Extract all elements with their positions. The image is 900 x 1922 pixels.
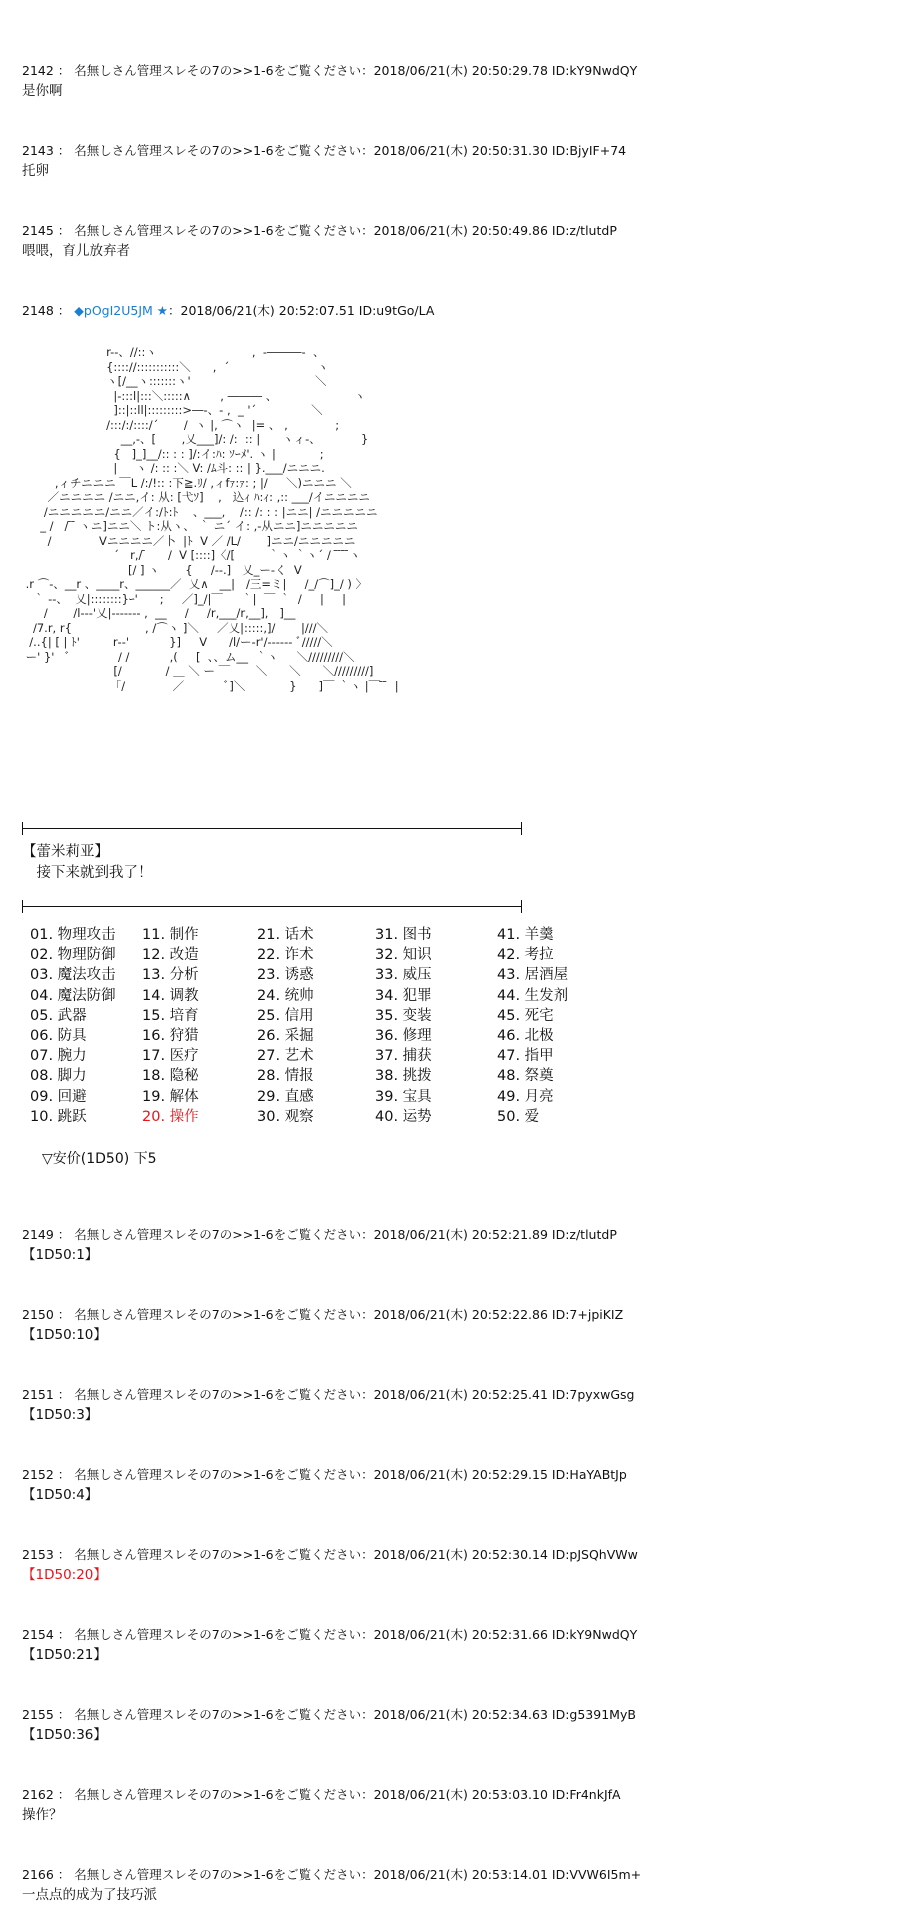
menu-item: 11. 制作: [142, 927, 199, 943]
menu-item: 08. 脚力: [30, 1068, 87, 1085]
menu-item: 16. 狩猎: [142, 1028, 199, 1045]
post-number: 2152: [22, 1467, 54, 1482]
post-number: 2148: [22, 303, 54, 318]
menu-item: 32. 知识: [375, 947, 432, 964]
post-body: 操作？: [22, 1807, 63, 1823]
post-body: 【1D50:3】: [22, 1407, 99, 1423]
post-id: ID:pJSQhVWw: [551, 1547, 638, 1562]
menu-item: 39. 宝具: [375, 1088, 432, 1105]
menu-item: 36. 修理: [375, 1028, 432, 1045]
post-date: 2018/06/21(木) 20:53:14.01: [373, 1867, 548, 1882]
post-body: 喂喂，育儿放弃者: [22, 243, 130, 259]
menu-item: 27. 艺术: [257, 1048, 314, 1065]
post-body: 一点点的成为了技巧派: [22, 1887, 157, 1903]
menu-item: 42. 考拉: [497, 947, 554, 964]
post-name: 名無しさん管理スレその7の>>1-6をご覧ください: [74, 1387, 362, 1402]
post-number: 2153: [22, 1547, 54, 1562]
menu-item: 02. 物理防御: [30, 947, 116, 964]
menu-item: 26. 采掘: [257, 1028, 314, 1045]
menu-item: 50. 爱: [497, 1108, 540, 1125]
menu-item: 17. 医疗: [142, 1048, 199, 1065]
post-2153: 2153 ： 名無しさん管理スレその7の>>1-6をご覧ください：2018/06/21(木) 20:52:30.14 ID:pJSQhVWw 【1D50:20】: [22, 1547, 882, 1584]
post-name: 名無しさん管理スレその7の>>1-6をご覧ください: [74, 1787, 362, 1802]
post-id: ID:HaYABtJp: [551, 1467, 627, 1482]
post-2154: 2154 ： 名無しさん管理スレその7の>>1-6をご覧ください：2018/06/21(木) 20:52:31.66 ID:kY9NwdQY 【1D50:21】: [22, 1627, 882, 1664]
post-2155: 2155 ： 名無しさん管理スレその7の>>1-6をご覧ください：2018/06/21(木) 20:52:34.63 ID:g5391MyB 【1D50:36】: [22, 1707, 882, 1744]
post-date: 2018/06/21(木) 20:50:49.86: [373, 223, 548, 238]
menu-item: 49. 月亮: [497, 1088, 554, 1105]
menu-item: 29. 直感: [257, 1088, 314, 1105]
post-id: ID:u9tGo/LA: [358, 303, 435, 318]
post-body: 托卵: [22, 163, 49, 179]
menu-item: 07. 腕力: [30, 1048, 87, 1065]
post-name: 名無しさん管理スレその7の>>1-6をご覧ください: [74, 1547, 362, 1562]
menu-item: 47. 指甲: [497, 1048, 554, 1065]
menu-item: 37. 捕获: [375, 1048, 432, 1065]
post-date: 2018/06/21(木) 20:52:29.15: [373, 1467, 548, 1482]
post-number: 2155: [22, 1707, 54, 1722]
post-id: ID:z/tlutdP: [551, 223, 617, 238]
post-body: 【1D50:21】: [22, 1647, 107, 1663]
post-number: 2154: [22, 1627, 54, 1642]
menu-item: 41. 羊羹: [497, 927, 554, 943]
post-date: 2018/06/21(木) 20:52:22.86: [373, 1307, 548, 1322]
menu-item: 01. 物理攻击: [30, 927, 116, 943]
menu-item: 28. 情报: [257, 1068, 314, 1085]
post-2145: 2145 ： 名無しさん管理スレその7の>>1-6をご覧ください：2018/06/21(木) 20:50:49.86 ID:z/tlutdP 喂喂，育儿放弃者: [22, 223, 882, 260]
post-id: ID:VVW6I5m+: [551, 1867, 642, 1882]
post-id: ID:7pyxwGsg: [551, 1387, 635, 1402]
menu-item: 15. 培育: [142, 1007, 199, 1024]
post-id: ID:Fr4nkJfA: [551, 1787, 621, 1802]
post-name: 名無しさん管理スレその7の>>1-6をご覧ください: [74, 63, 362, 78]
menu-item: 12. 改造: [142, 947, 199, 964]
post-name: 名無しさん管理スレその7の>>1-6をご覧ください: [74, 1627, 362, 1642]
post-body: 【1D50:1】: [22, 1247, 99, 1263]
menu-item: 23. 诱惑: [257, 967, 314, 984]
menu-item: 31. 图书: [375, 927, 432, 943]
menu-item: 35. 变装: [375, 1007, 432, 1024]
post-number: 2150: [22, 1307, 54, 1322]
post-2149: 2149 ： 名無しさん管理スレその7の>>1-6をご覧ください：2018/06/21(木) 20:52:21.89 ID:z/tlutdP 【1D50:1】: [22, 1227, 882, 1264]
post-number: 2162: [22, 1787, 54, 1802]
post-name: 名無しさん管理スレその7の>>1-6をご覧ください: [74, 223, 362, 238]
post-date: 2018/06/21(木) 20:50:31.30: [373, 143, 548, 158]
menu-item: 04. 魔法防御: [30, 987, 116, 1004]
menu-item: 48. 祭奠: [497, 1068, 554, 1085]
post-date: 2018/06/21(木) 20:52:30.14: [373, 1547, 548, 1562]
menu-item: 22. 诈术: [257, 947, 314, 964]
post-id: ID:kY9NwdQY: [551, 1627, 638, 1642]
post-name: 名無しさん管理スレその7の>>1-6をご覧ください: [74, 1227, 362, 1242]
post-2152: 2152 ： 名無しさん管理スレその7の>>1-6をご覧ください：2018/06/21(木) 20:52:29.15 ID:HaYABtJp 【1D50:4】: [22, 1467, 882, 1504]
post-number: 2166: [22, 1867, 54, 1882]
menu-item-selected: 20. 操作: [142, 1108, 199, 1125]
post-body: 【1D50:36】: [22, 1727, 107, 1743]
divider-bottom: [22, 906, 522, 907]
post-id: ID:g5391MyB: [551, 1707, 636, 1722]
post-2166: 2166 ： 名無しさん管理スレその7の>>1-6をご覧ください：2018/06/21(木) 20:53:14.01 ID:VVW6I5m+ 一点点的成为了技巧派: [22, 1867, 882, 1904]
menu-item: 40. 运势: [375, 1108, 432, 1125]
speaker-name: 【蕾米莉亚】: [22, 844, 109, 860]
menu-item: 24. 统帅: [257, 987, 314, 1004]
menu-item: 05. 武器: [30, 1007, 87, 1024]
menu-item: 10. 跳跃: [30, 1108, 87, 1125]
post-2151: 2151 ： 名無しさん管理スレその7の>>1-6をご覧ください：2018/06/21(木) 20:52:25.41 ID:7pyxwGsg 【1D50:3】: [22, 1387, 882, 1424]
menu-item: 33. 威压: [375, 967, 432, 984]
post-id: ID:BjyIF+74: [551, 143, 627, 158]
menu-item: 06. 防具: [30, 1028, 87, 1045]
menu-item: 38. 挑拨: [375, 1068, 432, 1085]
post-name: 名無しさん管理スレその7の>>1-6をご覧ください: [74, 1307, 362, 1322]
post-2150: 2150 ： 名無しさん管理スレその7の>>1-6をご覧ください：2018/06/21(木) 20:52:22.86 ID:7+jpiKIZ 【1D50:10】: [22, 1307, 882, 1344]
post-date: 2018/06/21(木) 20:50:29.78: [373, 63, 548, 78]
post-2142: 2142 ： 名無しさん管理スレその7の>>1-6をご覧ください：2018/06/21(木) 20:50:29.78 ID:kY9NwdQY 是你啊: [22, 63, 882, 100]
dialogue-line: 接下来就到我了！: [22, 865, 153, 881]
vote-note: ▽安价(1D50) 下5: [42, 1151, 157, 1167]
menu-item: 43. 居酒屋: [497, 967, 569, 984]
post-date: 2018/06/21(木) 20:52:07.51: [180, 303, 355, 318]
menu-item: 45. 死宅: [497, 1007, 554, 1024]
post-name: 名無しさん管理スレその7の>>1-6をご覧ください: [74, 1707, 362, 1722]
menu-item: 30. 观察: [257, 1108, 314, 1125]
post-id: ID:kY9NwdQY: [551, 63, 638, 78]
menu-item: 21. 话术: [257, 927, 314, 943]
post-2148: 2148 ： ◆pOgI2U5JM ★：2018/06/21(木) 20:52:07.51 ID:u9tGo/LA: [22, 303, 435, 318]
post-date: 2018/06/21(木) 20:52:25.41: [373, 1387, 548, 1402]
menu-item: 44. 生发剂: [497, 987, 569, 1004]
post-body: 【1D50:4】: [22, 1487, 99, 1503]
post-date: 2018/06/21(木) 20:52:34.63: [373, 1707, 548, 1722]
post-2162: 2162 ： 名無しさん管理スレその7の>>1-6をご覧ください：2018/06/21(木) 20:53:03.10 ID:Fr4nkJfA 操作？: [22, 1787, 882, 1824]
post-id: ID:7+jpiKIZ: [551, 1307, 624, 1322]
post-number: 2151: [22, 1387, 54, 1402]
divider-top: [22, 828, 522, 829]
post-body: 【1D50:10】: [22, 1327, 107, 1343]
post-id: ID:z/tlutdP: [551, 1227, 617, 1242]
post-date: 2018/06/21(木) 20:52:31.66: [373, 1627, 548, 1642]
menu-item: 18. 隐秘: [142, 1068, 199, 1085]
menu-item: 14. 调教: [142, 987, 199, 1004]
post-2143: 2143 ： 名無しさん管理スレその7の>>1-6をご覧ください：2018/06/21(木) 20:50:31.30 ID:BjyIF+74 托卵: [22, 143, 882, 180]
menu-item: 46. 北极: [497, 1028, 554, 1045]
post-body-highlighted: 【1D50:20】: [22, 1567, 107, 1583]
post-name: 名無しさん管理スレその7の>>1-6をご覧ください: [74, 143, 362, 158]
menu-item: 25. 信用: [257, 1007, 314, 1024]
post-name: 名無しさん管理スレその7の>>1-6をご覧ください: [74, 1467, 362, 1482]
post-date: 2018/06/21(木) 20:52:21.89: [373, 1227, 548, 1242]
trip-code: ◆pOgI2U5JM ★: [74, 303, 168, 318]
menu-item: 13. 分析: [142, 967, 199, 984]
post-number: 2143: [22, 143, 54, 158]
menu-item: 03. 魔法攻击: [30, 967, 116, 984]
menu-item: 19. 解体: [142, 1088, 199, 1105]
skill-menu: [30, 925, 597, 1127]
menu-item: 34. 犯罪: [375, 987, 432, 1004]
post-name: 名無しさん管理スレその7の>>1-6をご覧ください: [74, 1867, 362, 1882]
dialogue: [22, 842, 153, 884]
post-number: 2145: [22, 223, 54, 238]
post-body: 是你啊: [22, 83, 63, 99]
menu-item: 09. 回避: [30, 1088, 87, 1105]
post-date: 2018/06/21(木) 20:53:03.10: [373, 1787, 548, 1802]
ascii-art: r--、//::ヽ , -―――- 、 {:::://:::::::::::＼ , ´ ヽ ヽ[/__ヽ:::::::ヽ' ＼ |-:::l|:::＼:::::∧ , ――― 、 ヽ ]::|::ll|:::::::::>―-、- , _ '´ ＼ /:::/:/::::/´ / ヽ |, ⌒ヽ |= 、 , ; __,-、[ ,乂___]/: /: :: | ヽィ-、 } { ]_]__/:: : : ]/:イ:ﾊ: ｿｰﾒ'. ヽ | ; | ヽ /: :: :＼ V: /ﾑ斗: :: | }.___/ニニニ. ,ィチニニニ ￣L /:/!:: :下≧.ﾘ/ ,ィfｧ:ｧ: ; |/ ＼)ニニニ ＼ ／ニニニニ /ニニ,イ: 从: [弋ｿ] , 込ｨ ﾊ:ｨ: ,:: ___/イニニニニ /ニニニニニ/ニニ／イ:/ﾄ:ﾄ 、___, /:: /: : : |ニニ| /ニニニニニ _ / / ̄ ̄ ヽニ]ニニ＼ ト:从ヽ、 ｀ ニ´ イ: ,-从ニニ]ニニニニニ / Vニニニニ／卜 |ﾄ V ／ /L/ ]ニニ/ニニニニニ ´ r,/ ̄ / V [::::]〈/[ ｀ヽ ｀ヽ´ / ̄ ̄ ̄ ̄ヽ [/ ] ヽ { /--.] 乂_ー-く V .r ⌒-、__r 、____r、______／ 乂∧ __| /三=ミ| /_/⌒]_/ ) 〉 ｀ ‐-、 乂|::::::::}ｰ' ; ／]_/|￣ ｀| ￣ ｀ / | | / /l‐‐‐'乂|‐‐‐‐‐‐‐ , __ / /r,___/r,__], ]__ /7.r, r{ , /⌒ヽ ]＼ ／乂|:::::,]/ |///＼ /..{| [ | ﾄ' r‐‐' }] V /l/ー-r'/‐‐‐‐‐‐ ﾞ/////＼ ー' }' ﾞ / / ,( [ 、、ム__ ｀ヽ ＼/////////＼ [/ / ＿ ＼ ー ￣ ＼ ＼ ＼/////////] 「/ ／ ﾞ]＼ } ]￣ ｀ヽ |￣ ̄ ̄ |: [25, 345, 399, 693]
post-number: 2142: [22, 63, 54, 78]
post-number: 2149: [22, 1227, 54, 1242]
